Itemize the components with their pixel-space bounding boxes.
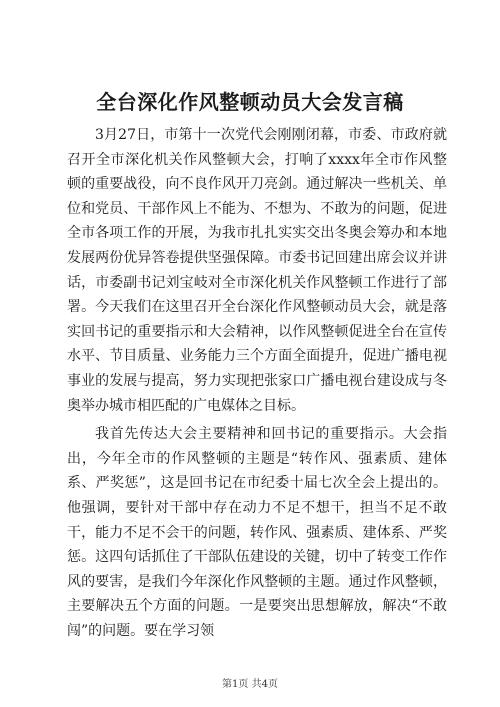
page-number-footer: 第1页 共4页 (222, 679, 278, 690)
paragraph: 我首先传达大会主要精神和回书记的重要指示。大会指出，今年全市的作风整顿的主题是“转作风、强素质、建体系、严奖惩”，这是回书记在市纪委十届七次全会上提出的。他强调，要针对干部中存在动力不足不想干，担当不足不敢干，能力不足不会干的问题，转作风、强素质、建体系、严奖惩。这四句话抓住了干部队伍建设的关键，切中了转变工作作风的要害，是我们今年深化作风整顿的主题。通过作风整顿，主要解决五个方面的问题。一是要突出思想解放，解决“不敢闯”的问题。要在学习领 (67, 426, 447, 639)
document-title: 全台深化作风整顿动员大会发言稿 (96, 90, 404, 114)
paragraph: 3月27日，市第十一次党代会刚刚闭幕，市委、市政府就召开全市深化机关作风整顿大会，打响了xxxx年全市作风整顿的重要战役，向不良作风开刀亮剑。通过解决一些机关、单位和党员、干部作风上不能为、不想为、不敢为的问题，促进全市各项工作的开展，为我市扎扎实实交出冬奥会筹办和本地发展两份优异答卷提供坚强保障。市委书记回建出席会议并讲话，市委副书记刘宝岐对全市深化机关作风整顿工作进行了部署。今天我们在这里召开全台深化作风整顿动员大会，就是落实回书记的重要指示和大会精神，以作风整顿促进全台在宣传水平、节目质量、业务能力三个方面全面提升，促进广播电视事业的发展与提高，努力实现把张家口广播电视台建设成与冬奥举办城市相匹配的广电媒体之目标。 (67, 127, 447, 414)
document-body (67, 123, 447, 643)
